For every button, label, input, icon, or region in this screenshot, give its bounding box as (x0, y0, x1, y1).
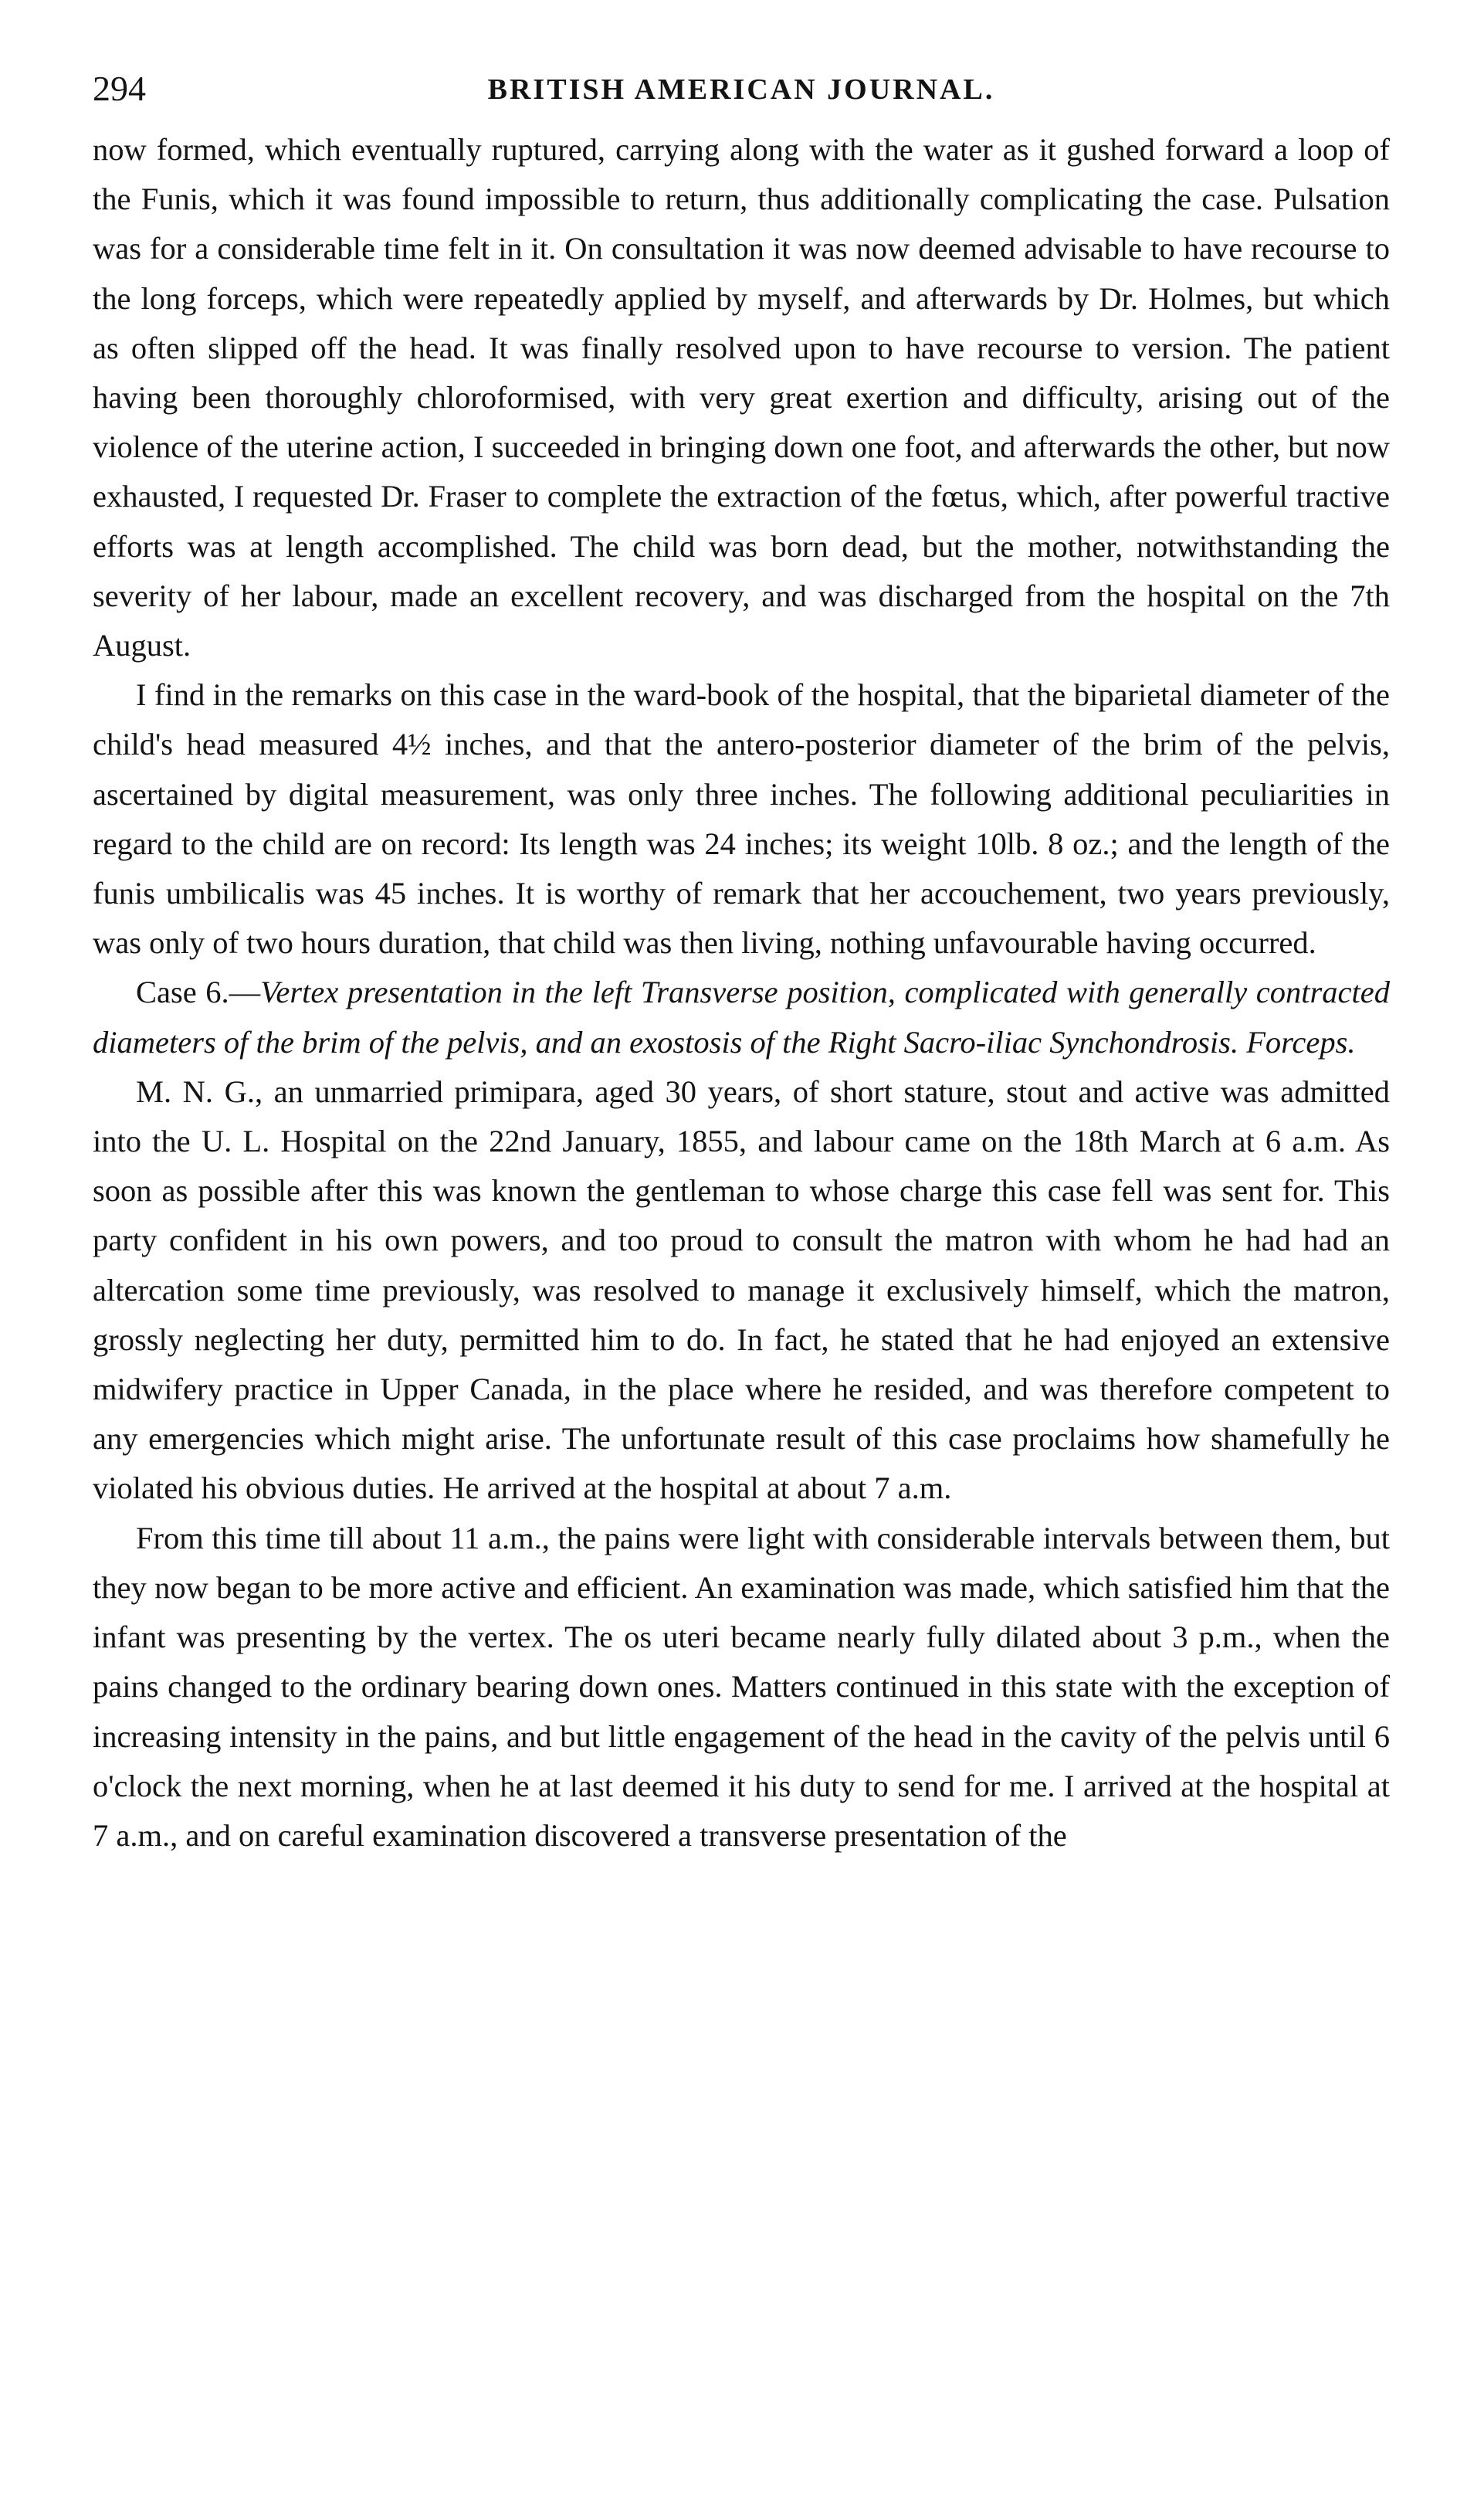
case-label: Case 6.— (136, 975, 261, 1010)
page-header (93, 65, 1390, 125)
paragraph: M. N. G., an unmarried primipara, aged 30 years, of short stature, stout and active was admitted into the U. L. Hospital on the 22nd January, 1855, and labour came on the 18th March at 6 a.m. As soon as possible after this was known the gentleman to whose charge this case fell was sent for. This party confident in his own powers, and too proud to consult the matron with whom he had had an altercation some time previously, was resolved to manage it exclusively himself, which the matron, grossly neglecting her duty, permitted him to do. In fact, he stated that he had enjoyed an extensive midwifery practice in Upper Canada, in the place where he resided, and was therefore competent to any emergencies which might arise. The unfortunate result of this case proclaims how shamefully he violated his obvious duties. He arrived at the hospital at about 7 a.m. (93, 1074, 1390, 1506)
paragraph: I find in the remarks on this case in the ward-book of the hospital, that the biparietal diameter of the child's head measured 4½ inches, and that the antero-posterior diameter of the brim of the pelvis, ascertained by digital measurement, was only three inches. The following additional peculiarities in regard to the child are on record: Its length was 24 inches; its weight 10lb. 8 oz.; and the length of the funis umbilicalis was 45 inches. It is worthy of remark that her accouchement, two years previously, was only of two hours duration, that child was then living, nothing unfavourable having occurred. (93, 677, 1390, 961)
page-number: 294 (93, 69, 146, 108)
journal-page (93, 65, 1390, 2490)
paragraph: From this time till about 11 a.m., the pains were light with considerable intervals between them, but they now began to be more active and efficient. An examination was made, which satisfied him that the infant was presenting by the vertex. The os uteri became nearly fully dilated about 3 p.m., when the pains changed to the ordinary bearing down ones. Matters continued in this state with the exception of increasing intensity in the pains, and but little engagement of the head in the cavity of the pelvis until 6 o'clock the next morning, when he at last deemed it his duty to send for me. I arrived at the hospital at 7 a.m., and on careful examination discovered a transverse presentation of the (93, 1520, 1390, 1853)
paragraph: now formed, which eventually ruptured, carrying along with the water as it gushed forward a loop of the Funis, which it was found impossible to return, thus additionally complicating the case. Pulsation was for a considerable time felt in it. On consultation it was now deemed advisable to have recourse to the long forceps, which were repeatedly applied by myself, and afterwards by Dr. Holmes, but which as often slipped off the head. It was finally resolved upon to have recourse to version. The patient having been thoroughly chloroformised, with very great exertion and difficulty, arising out of the violence of the uterine action, I succeeded in bringing down one foot, and afterwards the other, but now exhausted, I requested Dr. Fraser to complete the extraction of the fœtus, which, after powerful tractive efforts was at length accomplished. The child was born dead, but the mother, notwithstanding the severity of her labour, made an excellent recovery, and was discharged from the hospital on the 7th August. (93, 132, 1390, 663)
case-title: Vertex presentation in the left Transverse position, complicated with generally contracted diameters of the brim of the pelvis, and an exostosis of the Right Sacro-iliac Synchondrosis. Forceps. (93, 975, 1390, 1060)
article-body (93, 125, 1390, 1860)
running-title: BRITISH AMERICAN JOURNAL. (487, 73, 995, 106)
case-heading (93, 968, 1390, 1067)
